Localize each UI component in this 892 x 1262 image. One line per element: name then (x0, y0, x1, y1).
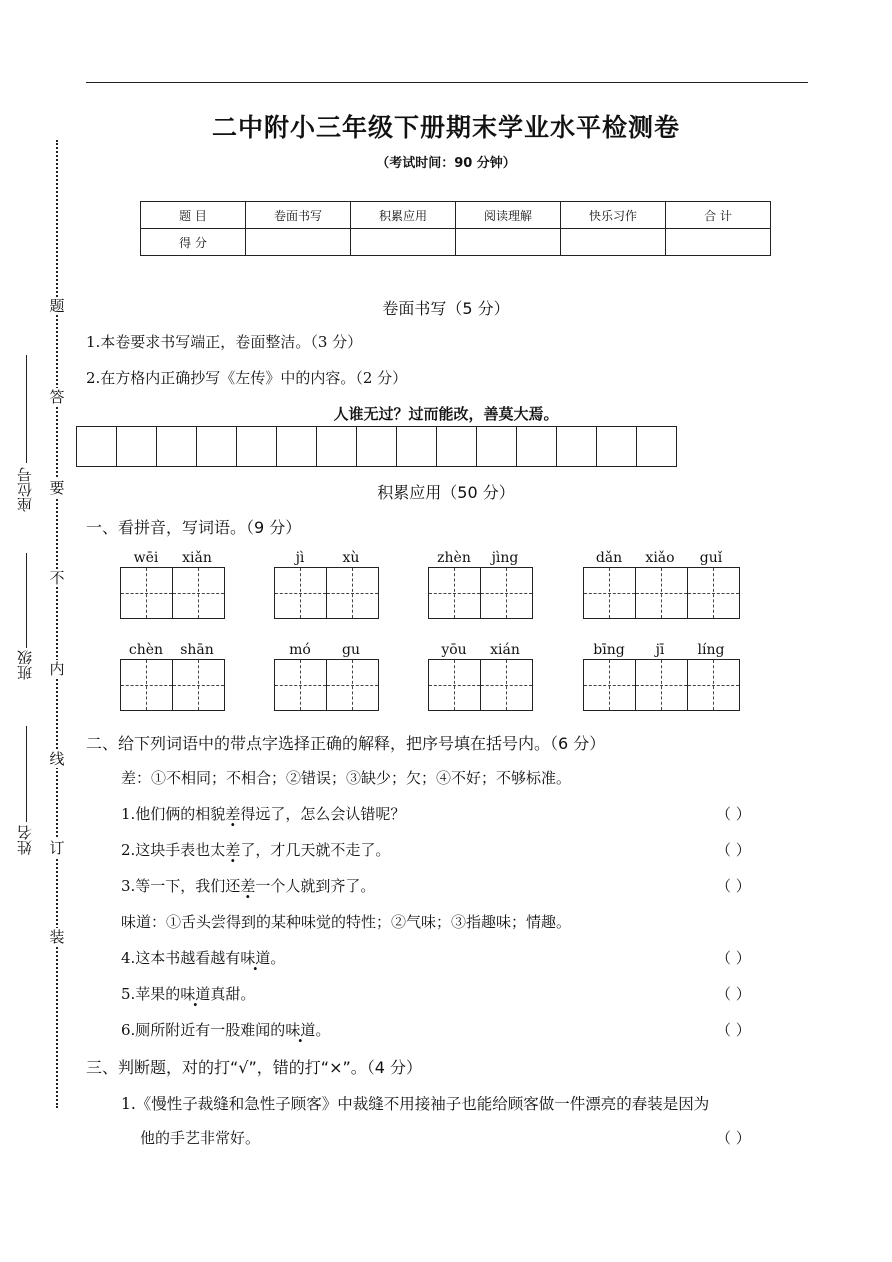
writing-boxes[interactable] (429, 567, 533, 619)
pinyin-syllable: xián (490, 642, 520, 658)
score-header: 合 计 (666, 202, 771, 229)
class-blank[interactable] (26, 553, 27, 648)
writing-boxes[interactable] (584, 659, 740, 711)
pinyin-syllable: gu (342, 642, 360, 658)
pinyin-syllable: dǎn (595, 550, 623, 566)
dotted-word: 味道 (285, 1021, 316, 1039)
score-cell[interactable] (246, 229, 351, 256)
dotted-char: 差 (240, 877, 256, 895)
pinyin-syllable: yōu (441, 642, 467, 658)
answer-parentheses[interactable]: （ ） (716, 805, 751, 823)
answer-parentheses[interactable]: （ ） (716, 1021, 751, 1039)
sentence: 4.这本书越看越有味道。 (121, 949, 286, 967)
writing-boxes[interactable] (584, 567, 740, 619)
score-header: 快乐习作 (561, 202, 666, 229)
dotted-word: 味道 (240, 949, 271, 967)
answer-parentheses[interactable]: （ ） (716, 949, 751, 967)
definition-text: 差：①不相同；不相合；②错误；③缺少；欠；④不好；不够标准。 (121, 769, 572, 787)
answer-parentheses[interactable]: （ ） (716, 985, 751, 1003)
score-cell[interactable] (561, 229, 666, 256)
writing-boxes[interactable] (275, 659, 379, 711)
binding-char: 内 (49, 660, 65, 678)
score-cell[interactable] (666, 229, 771, 256)
writing-boxes[interactable] (429, 659, 533, 711)
score-table (140, 201, 771, 256)
sentence: 1.他们俩的相貌差得远了，怎么会认错呢？ (121, 805, 406, 823)
question-text: 1.本卷要求书写端正，卷面整洁。（3 分） (86, 333, 363, 351)
binding-char: 题 (49, 297, 65, 315)
sentence: 5.苹果的味道真甜。 (121, 985, 256, 1003)
writing-boxes[interactable] (121, 659, 225, 711)
copy-quote: 人谁无过？过而能改，善莫大焉。 (333, 405, 559, 423)
score-cell[interactable] (351, 229, 456, 256)
binding-char: 答 (49, 388, 65, 406)
dotted-word: 味道 (180, 985, 211, 1003)
question-title: 三、判断题，对的打“√”，错的打“×”。（4 分） (86, 1058, 423, 1077)
score-header: 阅读理解 (456, 202, 561, 229)
question-title: 二、给下列词语中的带点字选择正确的解释，把序号填在括号内。（6 分） (86, 734, 606, 753)
definition-text: 味道：①舌头尝得到的某种味觉的特性；②气味；③指趣味；情趣。 (121, 913, 572, 931)
pinyin-syllable: bīng (593, 642, 625, 658)
pinyin-syllable: mó (289, 642, 311, 658)
binding-char: 订 (49, 839, 65, 857)
exam-duration: （考试时间：90 分钟） (376, 156, 516, 171)
sentence: 6.厕所附近有一股难闻的味道。 (121, 1021, 331, 1039)
binding-char: 不 (49, 569, 65, 587)
pinyin-syllable: chèn (128, 642, 164, 658)
pinyin-syllable: shān (180, 642, 214, 658)
pinyin-syllable: zhèn (437, 550, 471, 566)
pinyin-syllable: xiǎo (645, 550, 675, 566)
answer-parentheses[interactable]: （ ） (716, 877, 751, 895)
pinyin-syllable: wēi (133, 550, 159, 566)
judgement-item: 1.《慢性子裁缝和急性子顾客》中裁缝不用接袖子也能给顾客做一件漂亮的春装是因为 (121, 1095, 710, 1113)
question-text: 2.在方格内正确抄写《左传》中的内容。（2 分） (86, 369, 408, 387)
score-row-label: 得 分 (141, 229, 246, 256)
sentence: 2.这块手表也太差了，才几天就不走了。 (121, 841, 391, 859)
class-label: 班级 (16, 650, 34, 680)
binding-dotted-line (56, 140, 58, 1108)
score-header: 卷面书写 (246, 202, 351, 229)
name-blank[interactable] (26, 726, 27, 822)
binding-char: 要 (49, 479, 65, 497)
binding-char: 装 (49, 928, 65, 946)
answer-parentheses[interactable]: （ ） (716, 841, 751, 859)
copy-grid[interactable] (77, 426, 677, 466)
binding-char: 线 (49, 750, 65, 768)
score-header: 积累应用 (351, 202, 456, 229)
answer-parentheses[interactable]: （ ） (716, 1129, 751, 1147)
pinyin-syllable: xù (342, 550, 360, 566)
header-rule (86, 82, 808, 83)
page-title: 二中附小三年级下册期末学业水平检测卷 (211, 113, 680, 142)
section-title-handwriting: 卷面书写（5 分） (382, 299, 510, 318)
writing-boxes[interactable] (121, 567, 225, 619)
section-title-accumulation: 积累应用（50 分） (377, 483, 515, 502)
judgement-item-cont: 他的手艺非常好。 (140, 1129, 261, 1147)
writing-boxes[interactable] (275, 567, 379, 619)
dotted-char: 差 (225, 805, 241, 823)
pinyin-syllable: guǐ (699, 550, 723, 566)
pinyin-syllable: xiǎn (182, 550, 212, 566)
seat-number-label: 座位号 (16, 467, 34, 512)
pinyin-syllable: líng (697, 642, 725, 658)
score-cell[interactable] (456, 229, 561, 256)
pinyin-syllable: jì (295, 550, 305, 566)
name-label: 姓名 (16, 825, 34, 855)
dotted-char: 差 (225, 841, 241, 859)
score-header: 题 目 (141, 202, 246, 229)
pinyin-syllable: jìng (491, 550, 519, 566)
pinyin-syllable: jī (655, 642, 665, 658)
sentence: 3.等一下，我们还差一个人就到齐了。 (121, 877, 376, 895)
question-title: 一、看拼音，写词语。（9 分） (86, 518, 302, 537)
